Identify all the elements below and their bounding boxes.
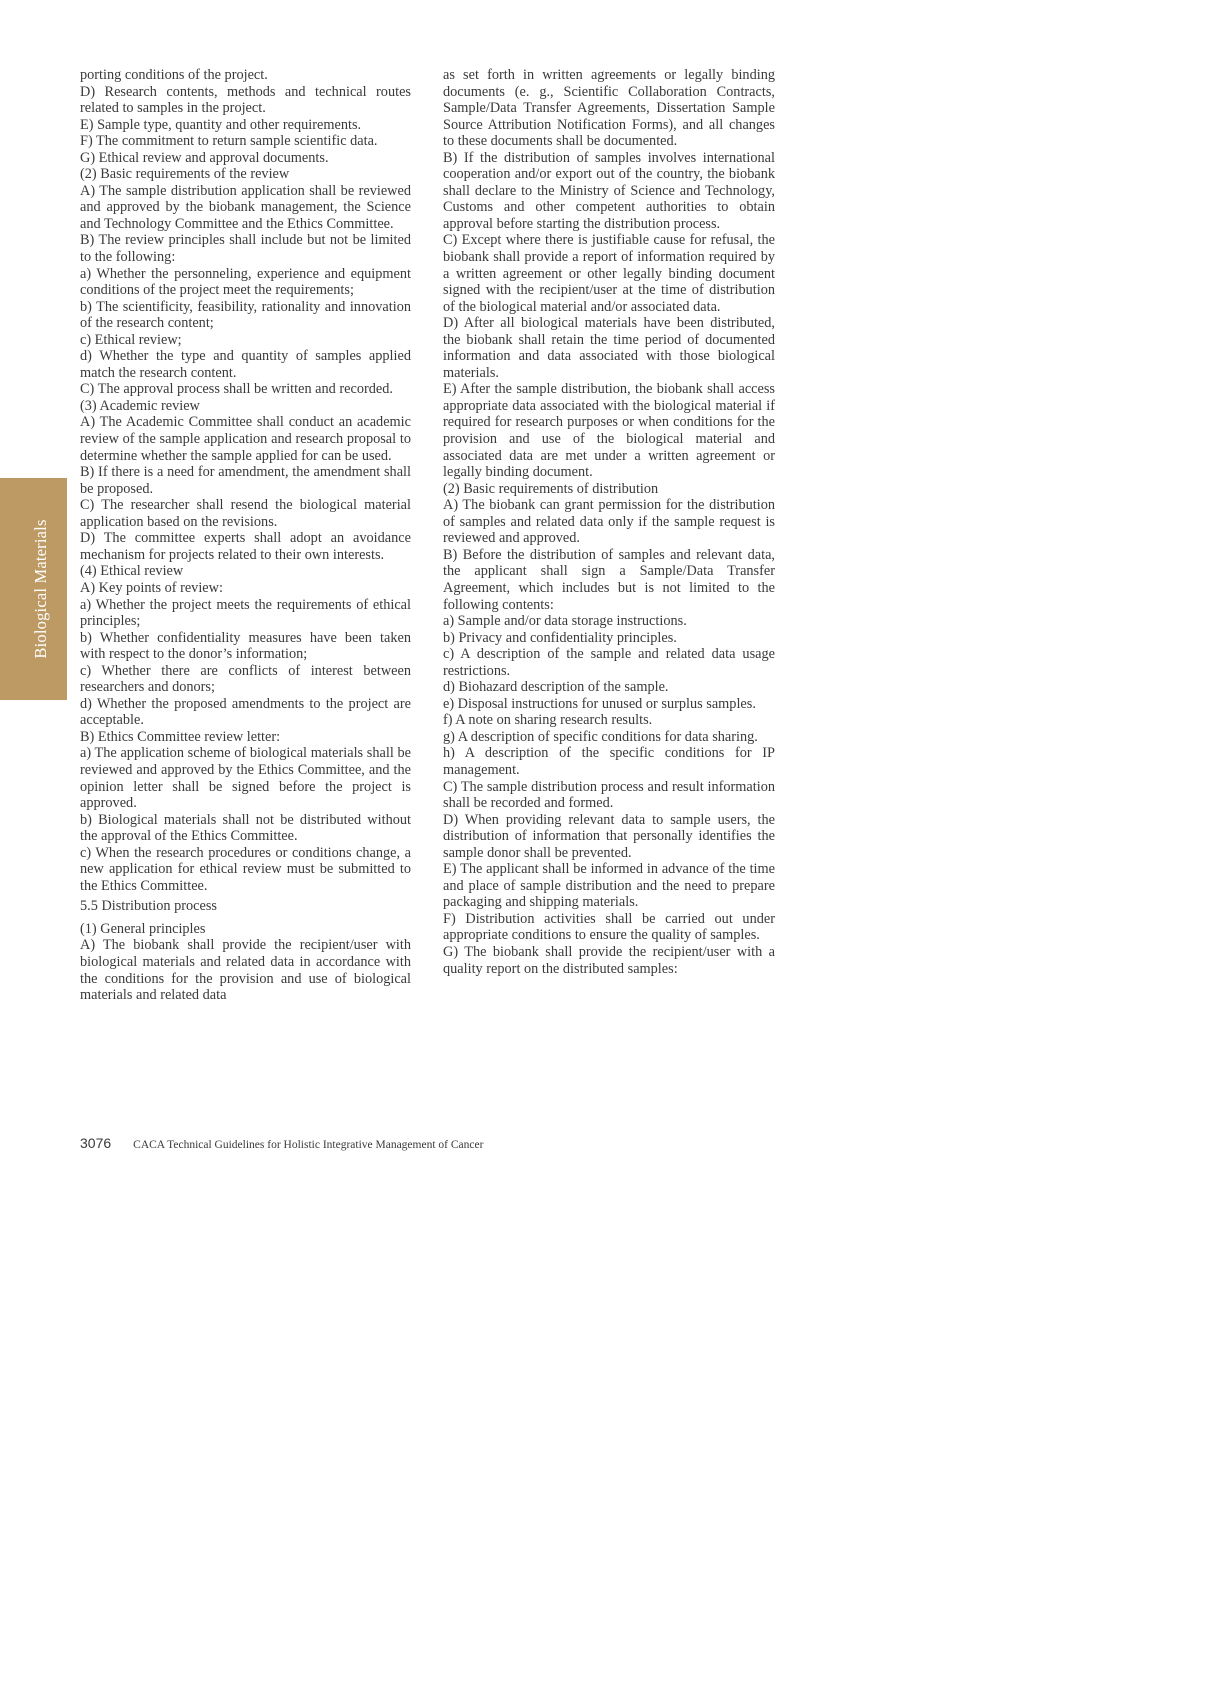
paragraph: C) The sample distribution process and result information shall be recorded and formed. [443, 778, 775, 812]
subheading: (2) Basic requirements of the review [80, 166, 290, 183]
paragraph: b) Biological materials shall not be distributed without the approval of the Ethics Committee. [80, 811, 411, 845]
paragraph: F) Distribution activities shall be carried out under appropriate conditions to ensure the quality of samples. [443, 910, 775, 944]
paragraph: A) Key points of review: [80, 579, 223, 596]
paragraph: A) The biobank can grant permission for the distribution of samples and related data only if the sample request is reviewed and approved. [443, 497, 775, 547]
list-item: f) A note on sharing research results. [443, 712, 653, 729]
subheading: (1) General principles [80, 920, 206, 937]
paragraph: G) The biobank shall provide the recipient/user with a quality report on the distributed samples: [443, 943, 775, 977]
list-item: e) Disposal instructions for unused or surplus samples. [443, 695, 756, 712]
paragraph: B) If there is a need for amendment, the amendment shall be proposed. [80, 464, 411, 497]
paragraph: E) Sample type, quantity and other requirements. [80, 116, 362, 133]
paragraph: a) The application scheme of biological materials shall be reviewed and approved by the Ethics Committee, and the opinion letter shall be signed before the project is approved. [80, 745, 411, 812]
paragraph: G) Ethical review and approval documents. [80, 149, 329, 166]
paragraph: B) The review principles shall include but not be limited to the following: [80, 232, 411, 266]
subheading: (2) Basic requirements of distribution [443, 480, 659, 497]
paragraph: as set forth in written agreements or legally binding documents (e. g., Scientific Collaboration Contracts, Sample/Data Transfer Agreements, Dissertation Sample Source Attribution Notification Forms), and all changes to these documents shall be documented. [443, 67, 775, 150]
list-item: b) Privacy and confidentiality principles. [443, 629, 677, 646]
paragraph: B) Before the distribution of samples and relevant data, the applicant shall sign a Sample/Data Transfer Agreement, which includes but is not limited to the following contents: [443, 546, 775, 613]
paragraph: c) Whether there are conflicts of interest between researchers and donors; [80, 662, 411, 696]
paragraph: d) Whether the proposed amendments to the project are acceptable. [80, 695, 411, 729]
paragraph: E) After the sample distribution, the biobank shall access appropriate data associated with the biological material if required for research purposes or when conditions for the provision and use of the biological material and associated data are met under a written agreement or legally binding document. [443, 381, 775, 481]
paragraph: D) The committee experts shall adopt an avoidance mechanism for projects related to their own interests. [80, 530, 411, 563]
paragraph: C) The approval process shall be written and recorded. [80, 381, 393, 398]
paragraph: C) The researcher shall resend the biological material application based on the revisions. [80, 497, 411, 530]
paragraph: E) The applicant shall be informed in advance of the time and place of sample distribution and the need to prepare packaging and shipping materials. [443, 861, 775, 911]
paragraph: porting conditions of the project. [80, 67, 268, 83]
paragraph: a) Whether the personneling, experience and equipment conditions of the project meet the requirements; [80, 265, 411, 299]
paragraph: A) The sample distribution application shall be reviewed and approved by the biobank management, the Science and Technology Committee and the Ethics Committee. [80, 182, 411, 232]
paragraph: B) If the distribution of samples involves international cooperation and/or export out of the country, the biobank shall declare to the Ministry of Science and Technology, Customs and other competent authorities to obtain approval before starting the distribution process. [443, 149, 775, 232]
paragraph: F) The commitment to return sample scientific data. [80, 133, 378, 150]
running-title: CACA Technical Guidelines for Holistic Integrative Management of Cancer [133, 1139, 484, 1151]
page-number: 3076 [80, 1135, 112, 1151]
list-item: d) Biohazard description of the sample. [443, 679, 669, 696]
section-heading: 5.5 Distribution process [80, 898, 218, 915]
page-footer [80, 1135, 483, 1153]
subheading: (4) Ethical review [80, 563, 184, 580]
paragraph: C) Except where there is justifiable cause for refusal, the biobank shall provide a report of information required by a written agreement or other legally binding document signed with the recipient/user at the time of distribution of the biological material and/or associated data. [443, 232, 775, 315]
paragraph: A) The Academic Committee shall conduct an academic review of the sample application and research proposal to determine whether the sample applied for can be used. [80, 414, 411, 464]
list-item: g) A description of specific conditions for data sharing. [443, 728, 758, 745]
paragraph: D) After all biological materials have been distributed, the biobank shall retain the time period of documented information and data associated with those biological materials. [443, 315, 775, 381]
list-item: a) Sample and/or data storage instructions. [443, 613, 687, 630]
paragraph: b) The scientificity, feasibility, rationality and innovation of the research content; [80, 298, 411, 332]
paragraph: d) Whether the type and quantity of samples applied match the research content. [80, 348, 411, 381]
side-tab-label: Biological Materials [31, 519, 50, 659]
paragraph: c) Ethical review; [80, 331, 182, 348]
paragraph: A) The biobank shall provide the recipient/user with biological materials and related data in accordance with the conditions for the provision and use of biological materials and related data [80, 937, 411, 1004]
subheading: (3) Academic review [80, 397, 200, 414]
left-column [80, 67, 411, 1004]
paragraph: D) Research contents, methods and technical routes related to samples in the project. [80, 83, 411, 117]
list-item: c) A description of the sample and related data usage restrictions. [443, 646, 775, 679]
paragraph: a) Whether the project meets the requirements of ethical principles; [80, 596, 411, 630]
right-column [443, 67, 775, 977]
list-item: h) A description of the specific conditions for IP management. [443, 745, 775, 778]
paragraph: b) Whether confidentiality measures have been taken with respect to the donor’s information; [80, 629, 411, 663]
paragraph: c) When the research procedures or conditions change, a new application for ethical review must be submitted to the Ethics Committee. [80, 844, 411, 894]
paragraph: D) When providing relevant data to sample users, the distribution of information that personally identifies the sample donor shall be prevented. [443, 811, 775, 861]
paragraph: B) Ethics Committee review letter: [80, 728, 281, 745]
